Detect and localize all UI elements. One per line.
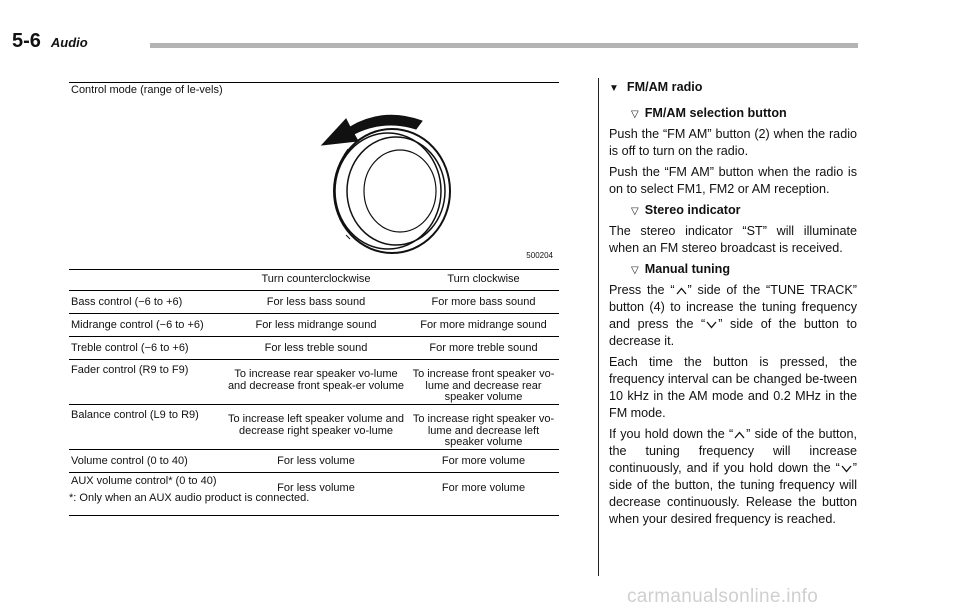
- direction-cw: Turn clockwise: [408, 270, 559, 291]
- ccw-effect: To increase left speaker volume and decrease right speaker vo-lume: [224, 405, 408, 450]
- table-row: [69, 291, 559, 314]
- table-row: [69, 314, 559, 337]
- cw-effect: For more volume: [408, 450, 559, 473]
- ccw-effect: To increase rear speaker vo-lume and decrease front speak-er volume: [224, 360, 408, 405]
- fm-am-section: [609, 79, 857, 532]
- cw-effect: To increase right speaker vo-lume and decrease left speaker volume: [408, 405, 559, 450]
- cw-effect: For more midrange sound: [408, 314, 559, 337]
- rotary-knob-illustration: [304, 107, 454, 257]
- subheading: ▽ Manual tuning: [631, 262, 731, 276]
- outline-triangle-icon: ▽: [631, 265, 639, 276]
- paragraph: Press the “ ” side of the “TUNE TRACK” button (4) to increase the tuning frequency and press the “ ” side of the button to decrease it.: [609, 283, 857, 348]
- paragraph: The stereo indicator “ST” will illuminate when an FM stereo broadcast is received.: [609, 224, 857, 255]
- table-footnote: *: Only when an AUX audio product is connected.: [69, 492, 310, 504]
- outline-triangle-icon: ▽: [631, 109, 639, 120]
- black-triangle-icon: ▼: [609, 83, 619, 94]
- ccw-effect: For less midrange sound: [224, 314, 408, 337]
- paragraph: Each time the button is pressed, the frequency interval can be changed be-tween 10 kHz in the AM mode and 0.2 MHz in the FM mode.: [609, 355, 857, 420]
- header-rule: [150, 43, 858, 48]
- audio-control-table: [69, 82, 559, 516]
- column-divider: [598, 78, 599, 576]
- figure-code: 500204: [526, 251, 553, 260]
- control-mode-label: Control mode (range of le-vels): [69, 83, 224, 270]
- ccw-effect: For less volume: [224, 450, 408, 473]
- subheading: ▽ FM/AM selection button: [631, 106, 787, 120]
- table-row: [69, 405, 559, 450]
- control-name: Bass control (−6 to +6): [69, 291, 224, 314]
- ccw-effect: For less bass sound: [224, 291, 408, 314]
- knob-figure: [224, 85, 559, 265]
- section-title: Audio: [50, 35, 88, 50]
- cw-effect: For more treble sound: [408, 337, 559, 360]
- table-row: [69, 270, 559, 291]
- chevron-down-icon: [706, 321, 717, 329]
- watermark: carmanualsonline.info: [627, 586, 819, 607]
- cw-effect: To increase front speaker vo-lume and decrease rear speaker volume: [408, 360, 559, 405]
- table-row: [69, 450, 559, 473]
- table-row: [69, 337, 559, 360]
- direction-ccw: Turn counterclockwise: [224, 270, 408, 291]
- table-row: [69, 360, 559, 405]
- table-row: [69, 83, 559, 270]
- chevron-down-icon: [841, 465, 852, 473]
- page-header: [12, 30, 88, 53]
- subheading: ▽ Stereo indicator: [631, 203, 741, 217]
- ccw-effect: For less treble sound: [224, 337, 408, 360]
- outline-triangle-icon: ▽: [631, 206, 639, 217]
- paragraph: Push the “FM AM” button when the radio is on to select FM1, FM2 or AM reception.: [609, 165, 857, 196]
- cw-effect: For more bass sound: [408, 291, 559, 314]
- ccw-effect: For less volume: [224, 473, 408, 516]
- cw-effect: For more volume: [408, 473, 559, 516]
- control-name: Midrange control (−6 to +6): [69, 314, 224, 337]
- control-name: Volume control (0 to 40): [69, 450, 224, 473]
- control-name: Treble control (−6 to +6): [69, 337, 224, 360]
- paragraph: If you hold down the “ ” side of the button, the tuning frequency will increase continuously, and if you hold down the “ ” side of the button, the tuning frequency will decrease continuously. Release the button when your desired frequency is reached.: [609, 427, 857, 526]
- knob-figure-cell: [224, 83, 559, 270]
- page-number: 5-6: [12, 30, 41, 52]
- control-name: AUX volume control* (0 to 40): [69, 473, 224, 516]
- control-name: Fader control (R9 to F9): [69, 360, 224, 405]
- paragraph: Push the “FM AM” button (2) when the radio is off to turn on the radio.: [609, 127, 857, 158]
- control-name: Balance control (L9 to R9): [69, 405, 224, 450]
- chevron-up-icon: [734, 431, 745, 439]
- chevron-up-icon: [676, 287, 687, 295]
- section-heading: ▼ FM/AM radio: [609, 80, 703, 94]
